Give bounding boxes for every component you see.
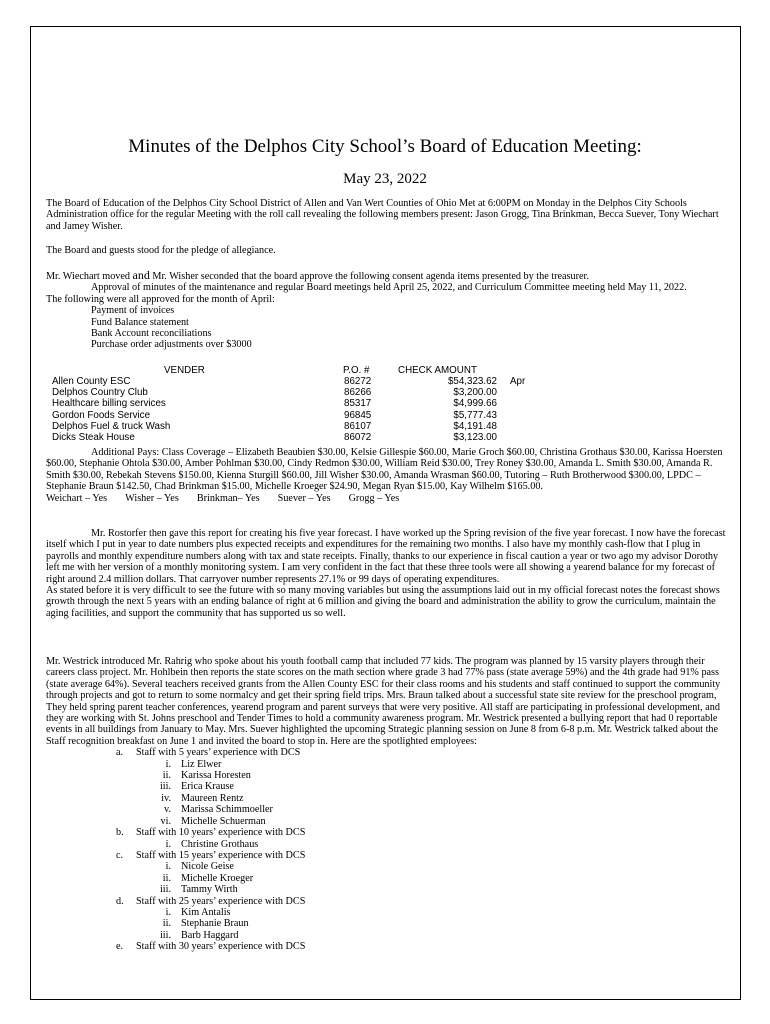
april-items-list [46, 305, 726, 351]
staff-member [46, 770, 726, 781]
amount-cell: $4,191.48 [453, 420, 497, 432]
staff-member-marker: ii. [162, 918, 171, 930]
staff-group-marker: c. [116, 849, 124, 861]
staff-member-name: Maureen Rentz [181, 792, 244, 804]
staff-member-name: Barb Haggard [181, 929, 239, 941]
staff-group-label: Staff with 10 years’ experience with DCS [136, 827, 306, 839]
staff-group-label: Staff with 15 years’ experience with DCS [136, 849, 306, 861]
staff-member [46, 884, 726, 895]
staff-group-marker: b. [116, 827, 124, 839]
po-cell: 86107 [344, 420, 372, 432]
staff-member [46, 873, 726, 884]
po-cell: 86072 [344, 432, 372, 443]
header-po: P.O. # [343, 365, 370, 376]
staff-group [46, 941, 726, 952]
staff-member-name: Liz Elwer [181, 758, 222, 770]
forecast-text: Mr. Rostorfer then gave this report for creating his five year forecast. I have worked up the Spring revision of the five year forecast. I now have the forecast itself which I put in year to date numbers plus expected receipts and expenditures for the remaining two months. I also have my monthly cash-flow that I plug in payrolls and monthly expenditure numbers along with tax and state receipts. Finally, thanks to our experience in fiscal caution a year or two ago my advisor Dorothy left me with her version of a monthly monitoring system. I am very confident in the fact that these three tools were all showing a yearend balance for my forecast of right around 2.4 million dollars. That carryover number represents 27.1% or 99 days of operating expenditures. [46, 528, 726, 585]
vender-cell: Allen County ESC [52, 376, 131, 387]
westrick-report-text: Mr. Westrick introduced Mr. Rahrig who spoke about his youth football camp that included 77 kids. The program was planned by 15 varsity players through their careers class project. Mr. Hohlbein then reports the state scores on the math section where grade 3 had 77% pass (state average 59%) and the 4th grade had 91% pass (state average 64%). Several teachers received grants from the Allen County ESC for their class rooms and his students and staff continued to support the community through projects and got to return to some normalcy and get their spring field trips. Mrs. Braun talked about a successful state site review for the preschool program, They held spring parent teacher conferences, yearend program and parent surveys that were very positive. All staff are participating in professional development, and they are working with St. Johns preschool and Tender Times to hold a community awareness program. Mr. Westrick presented a bullying report that had 0 reportable events in all buildings from January to May. Mrs. Suever highlighted the upcoming Strategic planning session on June 8 from 6-8 p.m. Mr. Westrick talked about the Staff recognition breakfast on June 1 and invited the board to stop in. Here are the spotlighted employees: [46, 656, 721, 747]
staff-member-name: Erica Krause [181, 781, 234, 793]
approval-minutes-text: Approval of minutes of the maintenance and regular Board meetings held April 25, 2022, and Curriculum Committee meeting held May 11, 2022. [91, 282, 687, 294]
staff-member-marker: v. [164, 804, 171, 816]
po-cell: 85317 [344, 398, 372, 410]
staff-group-label: Staff with 5 years’ experience with DCS [136, 747, 301, 759]
po-cell: 96845 [344, 409, 372, 421]
staff-recognition-list [46, 747, 726, 952]
staff-member [46, 793, 726, 804]
vote-tally [46, 493, 726, 504]
vote-entry: Wisher – Yes [125, 492, 179, 504]
staff-member [46, 861, 726, 872]
vote-entry: Brinkman– Yes [196, 492, 260, 504]
staff-member [46, 804, 726, 815]
staff-member-marker: i. [165, 906, 171, 918]
vote-entry: Suever – Yes [277, 492, 331, 504]
staff-member [46, 918, 726, 929]
staff-group-marker: e. [116, 941, 124, 953]
staff-group-label: Staff with 30 years’ experience with DCS [136, 941, 306, 953]
staff-member-marker: ii. [162, 770, 171, 782]
staff-member-name: Karissa Horesten [181, 770, 251, 782]
staff-group [46, 827, 726, 838]
intro-paragraph [46, 198, 726, 232]
staff-member-marker: iv. [161, 792, 171, 804]
vender-cell: Gordon Foods Service [52, 409, 151, 421]
forecast-section [46, 528, 726, 619]
vender-cell: Dicks Steak House [52, 432, 135, 443]
staff-member-marker: iii. [159, 929, 171, 941]
amount-cell: $54,323.62 [447, 376, 497, 387]
vender-cell: Healthcare billing services [52, 398, 166, 410]
staff-member [46, 781, 726, 792]
staff-member-name: Michelle Kroeger [181, 872, 254, 884]
staff-member-name: Michelle Schuerman [181, 815, 266, 827]
staff-member-name: Stephanie Braun [181, 918, 249, 930]
vender-cell: Delphos Country Club [52, 387, 148, 399]
consent-agenda-section [46, 270, 726, 351]
staff-member-marker: ii. [162, 872, 171, 884]
april-list-item: Bank Account reconciliations [91, 328, 212, 340]
staff-member-name: Kim Antalis [181, 906, 231, 918]
additional-pays-text: Additional Pays: Class Coverage – Elizabeth Beaubien $30.00, Kelsie Gillespie $60.00, Marie Groch $60.00, Christina Grothaus $30.00, Karissa Hoersten $60.00, Stephanie Ohtola $30.00, Amber Pohlman $30.00, Cindy Redmon $30.00, William Reid $30.00, Trey Roney $30.00, Amanda L. Smith $30.00, Amanda R. Smith $30.00, Rebekah Stevens $150.00, Kienna Sturgill $60.00, Jill Wisher $30.00, Amanda Wrasman $60.00, Tutoring – Ruth Brotherwood $300.00, LPDC – Stephanie Braun $142.50, Chad Brinkman $15.00, Michelle Kroeger $24.90, Megan Ryan $15.00, Kay Wilhelm $165.00. [46, 447, 723, 493]
document-title: Minutes of the Delphos City School’s Board of Education Meeting: [128, 136, 642, 157]
staff-member-marker: iii. [159, 884, 171, 896]
staff-group-label: Staff with 25 years’ experience with DCS [136, 895, 306, 907]
amount-cell: $5,777.43 [453, 409, 497, 421]
approved-april-text: The following were all approved for the month of April: [46, 293, 275, 305]
forecast-text-2: As stated before it is very difficult to see the future with so many moving variables but using the assumptions laid out in my official forecast notes the forecast shows growth through the next 5 years with an ending balance of right at 6 million and giving the board and administration the ability to grow the curriculum, maintain the aging facilities, and support the community that has supported us so well. [46, 585, 720, 619]
april-list-item: Purchase order adjustments over $3000 [91, 339, 252, 351]
vender-cell: Delphos Fuel & truck Wash [52, 420, 171, 432]
staff-group [46, 850, 726, 861]
vote-entry: Grogg – Yes [348, 492, 400, 504]
motion-text-b: Mr. Wisher seconded that the board approve the following consent agenda items presented by the treasurer. [149, 271, 589, 282]
staff-member-marker: vi. [160, 815, 171, 827]
header-check-amount: CHECK AMOUNT [398, 365, 477, 376]
motion-text [46, 270, 726, 282]
motion-text-and: and [132, 268, 150, 282]
staff-group [46, 747, 726, 758]
staff-group-marker: d. [116, 895, 124, 907]
staff-member [46, 930, 726, 941]
staff-member-marker: i. [165, 758, 171, 770]
note-cell: Apr [510, 376, 526, 387]
staff-member-name: Marissa Schimmoeller [181, 804, 273, 816]
pledge-text: The Board and guests stood for the pledge of allegiance. [46, 245, 276, 256]
meeting-date: May 23, 2022 [343, 171, 427, 187]
po-cell: 86266 [344, 387, 372, 399]
staff-group-marker: a. [116, 747, 124, 759]
staff-group [46, 896, 726, 907]
intro-text: The Board of Education of the Delphos City School District of Allen and Van Wert Counties of Ohio Met at 6:00PM on Monday in the Delphos City Schools Administration office for the regular Meeting with the roll call revealing the following members present: Jason Grogg, Tina Brinkman, Becca Suever, Tony Wiechart and Jamey Wisher. [46, 198, 719, 232]
staff-member [46, 816, 726, 827]
staff-member-name: Tammy Wirth [181, 884, 238, 896]
amount-cell: $3,123.00 [453, 432, 497, 443]
staff-member [46, 759, 726, 770]
april-list-item: Payment of invoices [91, 305, 175, 317]
vote-entry: Weichart – Yes [46, 492, 108, 504]
amount-cell: $3,200.00 [453, 387, 497, 399]
staff-member [46, 839, 726, 850]
staff-member [46, 907, 726, 918]
april-list-item: Fund Balance statement [91, 316, 189, 328]
staff-member-marker: i. [165, 861, 171, 873]
staff-member-name: Nicole Geise [181, 861, 234, 873]
additional-pays-section [46, 447, 726, 504]
staff-member-marker: i. [165, 838, 171, 850]
header-vender: VENDER [164, 365, 205, 376]
pledge-paragraph [46, 245, 726, 256]
amount-cell: $4,999.66 [453, 398, 497, 410]
motion-text-a: Mr. Wiechart moved [46, 271, 133, 282]
staff-member-marker: iii. [159, 781, 171, 793]
po-cell: 86272 [344, 376, 372, 387]
staff-member-name: Christine Grothaus [181, 838, 259, 850]
superintendent-report-section [46, 656, 726, 953]
